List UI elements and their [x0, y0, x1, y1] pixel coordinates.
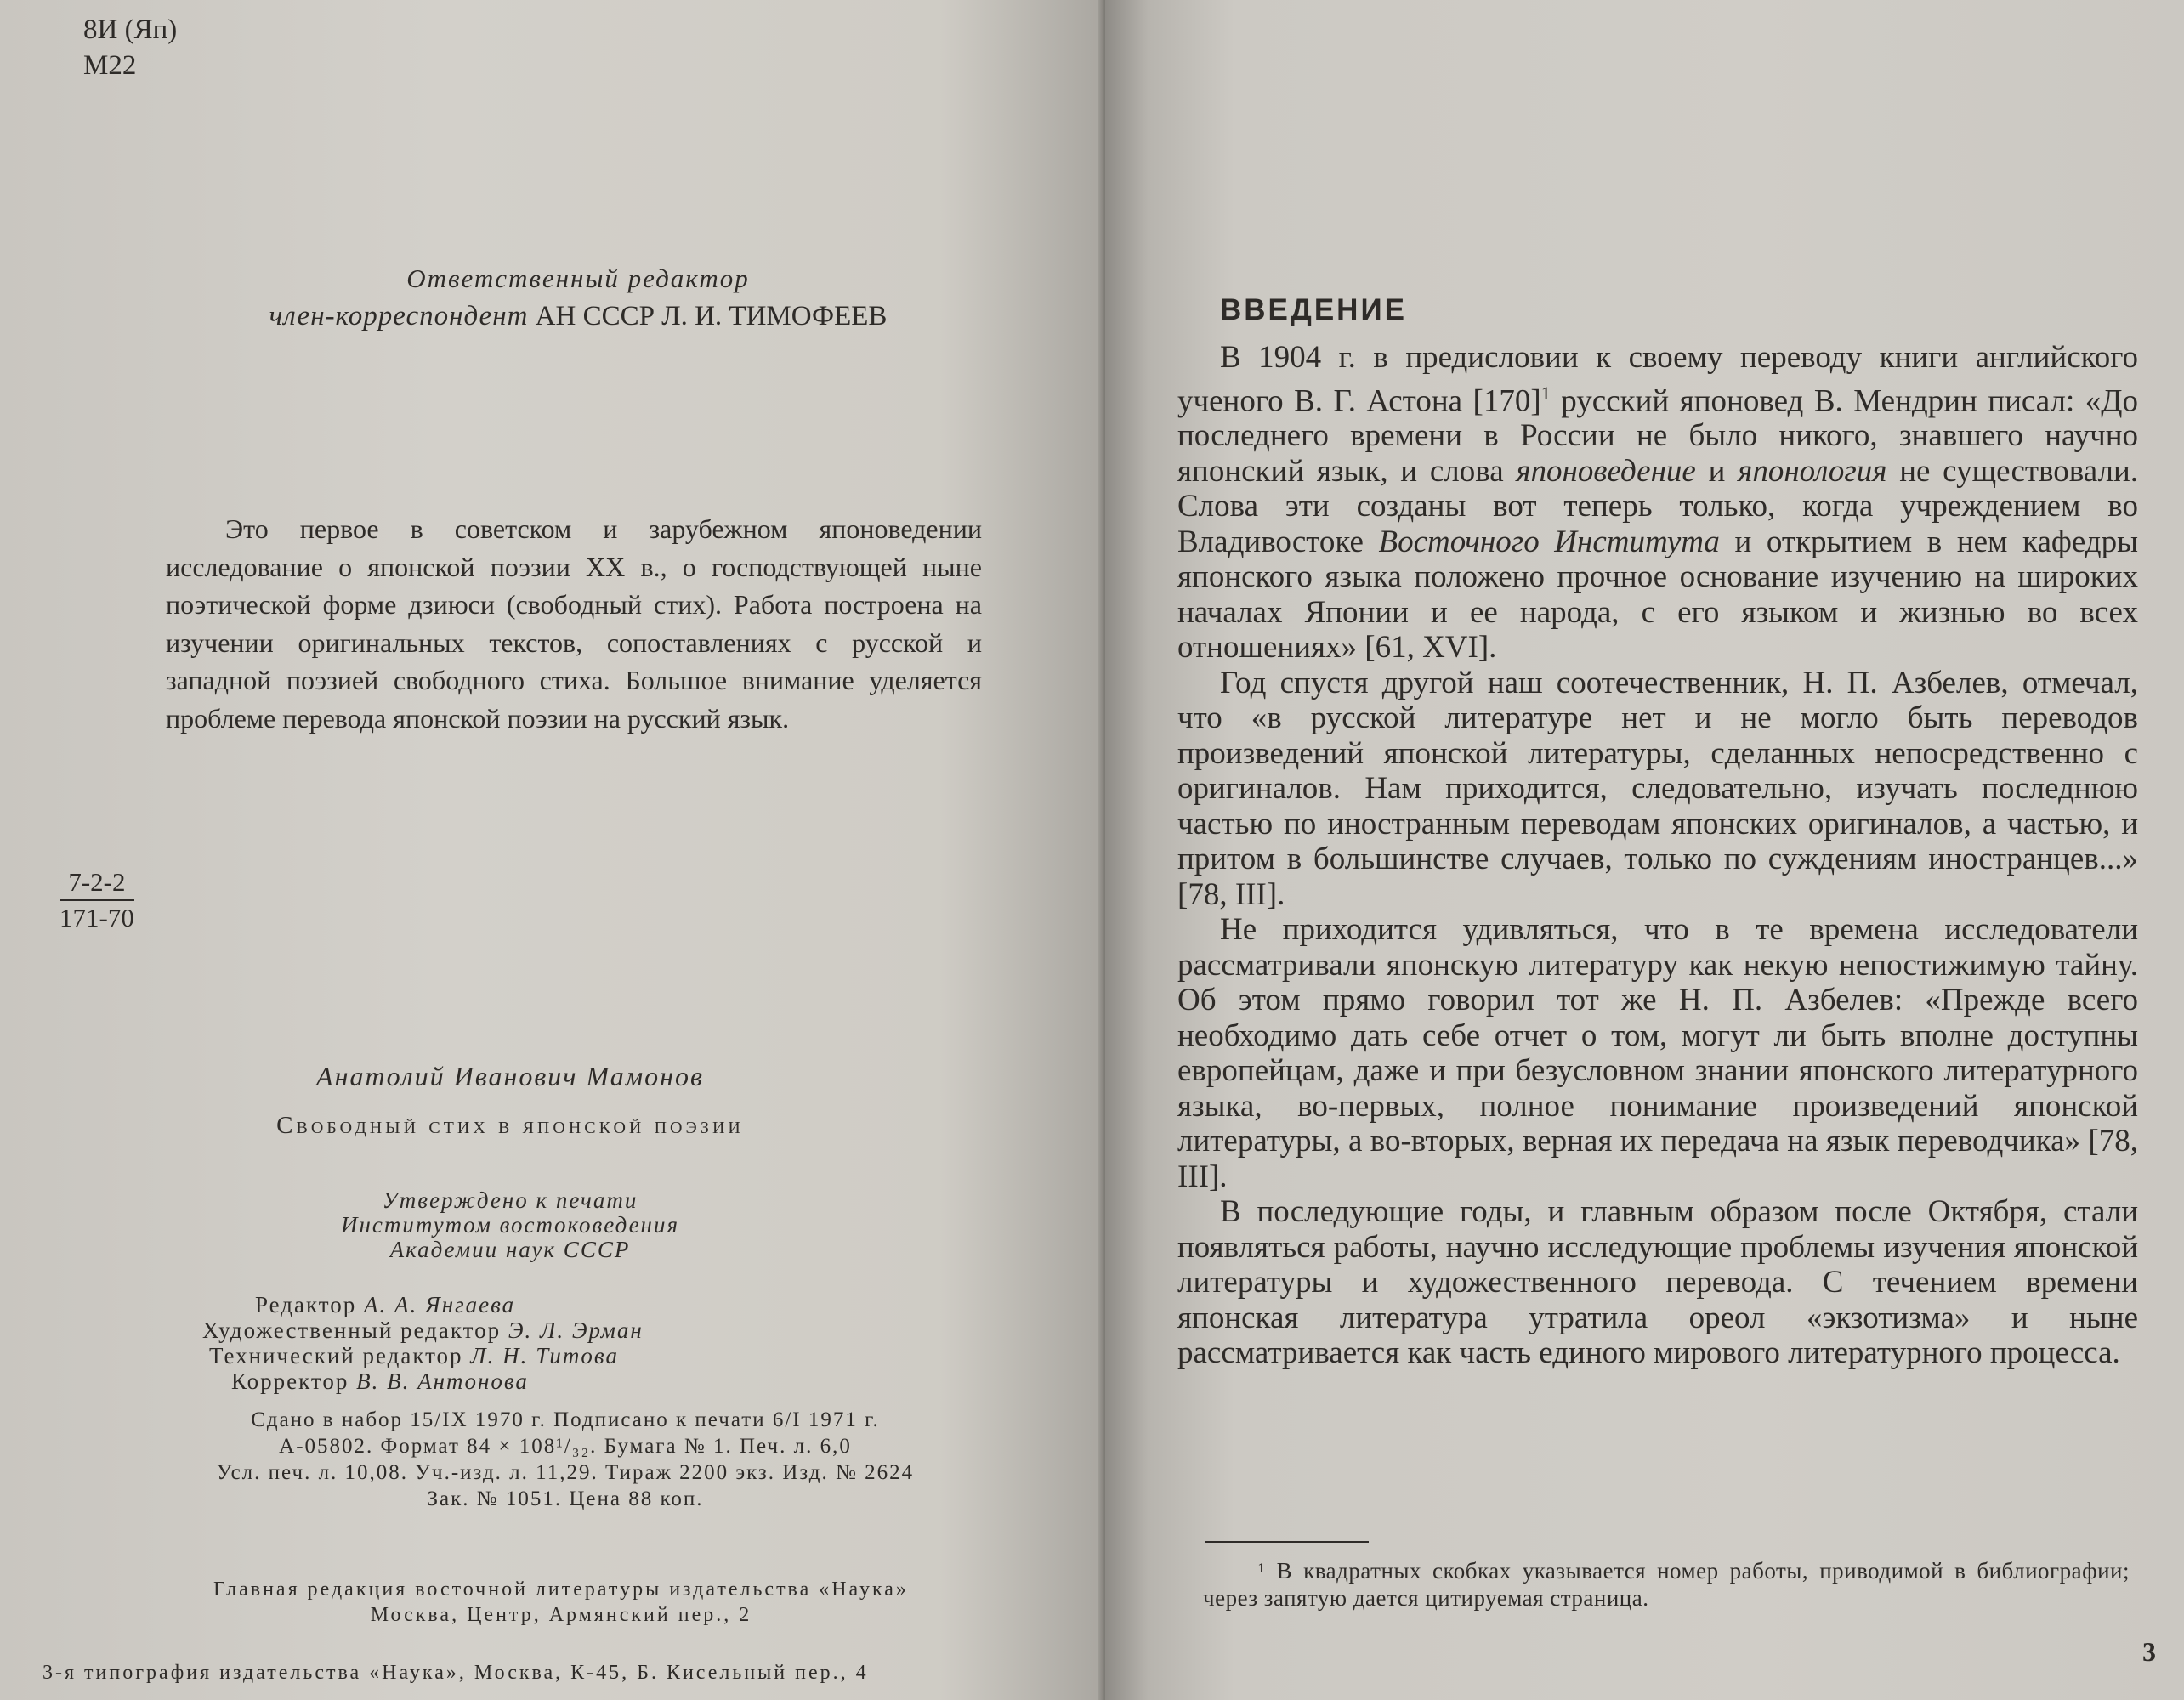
text-run: и — [1695, 453, 1739, 489]
italic-term: Восточного Института — [1378, 524, 1720, 559]
responsible-editor — [213, 264, 944, 332]
author-name: Анатолий Иванович Мамонов — [316, 1061, 704, 1091]
approval-line: Академии наук СССР — [389, 1237, 631, 1262]
body-text — [1177, 340, 2138, 1371]
library-code-line: 8И (Яп) — [83, 14, 178, 45]
staff-name: Э. Л. Эрман — [508, 1318, 644, 1343]
staff-name: В. В. Антонова — [356, 1368, 529, 1394]
imprint-line: Усл. печ. л. 10,08. Уч.-изд. л. 11,29. Тираж 2200 экз. Изд. № 2624 — [216, 1461, 915, 1484]
classification-denominator: 171-70 — [60, 903, 134, 932]
text-run: и открытием в нем кафедры японского языка положено прочное основание изучению на широких началах Японии и ее народа, с его языком и жизнью во всех отношениях» [61, XVI]. — [1177, 524, 2138, 666]
imprint-block — [128, 1407, 1003, 1512]
footnote-text: ¹ В квадратных скобках указывается номер работы, приводимой в библиографии; через запятую дается цитируемая страница. — [1203, 1558, 2130, 1611]
book-title: Свободный стих в японской поэзии — [276, 1112, 744, 1139]
text-run: не существовали. Слова эти созданы вот теперь только, когда учреждением во Владивостоке — [1177, 453, 2138, 559]
staff-role: Корректор — [231, 1368, 349, 1394]
imprint-line: А-05802. Формат 84 × 108¹/₃₂. Бумага № 1. Печ. л. 6,0 — [279, 1435, 852, 1458]
footnote — [1203, 1557, 2130, 1612]
publisher-block — [119, 1577, 1003, 1628]
responsible-editor-title: член-корреспондент — [269, 301, 529, 332]
staff-name: А. А. Янгаева — [363, 1292, 516, 1318]
page-number: 3 — [2142, 1636, 2156, 1667]
staff-row — [209, 1343, 850, 1368]
imprint-line: Сдано в набор 15/IX 1970 г. Подписано к печати 6/I 1971 г. — [251, 1408, 880, 1431]
italic-term: японоведение — [1516, 453, 1696, 489]
responsible-editor-name — [213, 301, 944, 332]
annotation-text: Это первое в советском и зарубежном японоведении исследование о японской поэзии XX в., о господствующей ныне поэтической форме дзиюси (свободный стих). Работа построена на изучении оригинальных текстов, сопоставлениях с русской и западной поэзией свободного стиха. Большое внимание уделяется проблеме перевода японской поэзии на русский язык. — [166, 513, 982, 734]
classification-numerator: 7-2-2 — [60, 867, 134, 901]
text-run: русский японовед В. Мендрин писал: «До последнего времени в России не было никого, знавшего научно японский язык, и слова — [1177, 382, 2138, 489]
publisher-line: Москва, Центр, Армянский пер., 2 — [370, 1604, 752, 1626]
library-code — [83, 12, 177, 83]
paragraph: Год спустя другой наш соотечественник, Н. П. Азбелев, отмечал, что «в русской литературе нет и не могло быть переводов произведений японской литературы, сделанных непосредственно с оригиналов. Нам приходится, следовательно, изучать последнюю частью по иностранным переводам японских оригиналов, а частью, и притом в большинстве случаев, только по суждениям иностранцев...» [78, III]. — [1177, 665, 2138, 912]
staff-role: Художественный редактор — [202, 1318, 502, 1343]
staff-role: Редактор — [255, 1292, 357, 1318]
footnote-rule — [1205, 1541, 1369, 1543]
staff-role: Технический редактор — [209, 1343, 463, 1368]
annotation — [166, 510, 982, 737]
paragraph: В последующие годы, и главным образом после Октября, стали появляться работы, научно исследующие проблемы изучения японской литературы и художественного перевода. С течением времени японская литература утратила ореол «экзотизма» и ныне рассматривается как часть единого мирового литературного процесса. — [1177, 1194, 2138, 1371]
classification-fraction — [60, 867, 134, 933]
printer-line: 3-я типография издательства «Наука», Москва, К-45, Б. Кисельный пер., 4 — [43, 1662, 869, 1684]
text-run: В 1904 г. в предисловии к своему переводу книги английского ученого В. Г. Астона [170] — [1177, 340, 2138, 418]
staff-name: Л. Н. Титова — [470, 1343, 619, 1368]
publisher-line: Главная редакция восточной литературы издательства «Наука» — [213, 1578, 909, 1601]
staff-list — [202, 1292, 850, 1394]
approval-note — [255, 1188, 765, 1262]
approval-line: Институтом востоковедения — [340, 1212, 680, 1238]
responsible-editor-person: АН СССР Л. И. ТИМОФЕЕВ — [535, 301, 888, 332]
responsible-editor-label: Ответственный редактор — [406, 264, 750, 293]
chapter-heading: ВВЕДЕНИЕ — [1220, 293, 1407, 326]
approval-line: Утверждено к печати — [382, 1187, 638, 1213]
paragraph: Не приходится удивляться, что в те времена исследователи рассматривали японскую литературу как некую непостижимую тайну. Об этом прямо говорил тот же Н. П. Азбелев: «Прежде всего необходимо дать себе отчет о том, могут ли быть вполне доступны европейцам, даже и при безусловном знании японского литературного языка, во-первых, полное понимание произведений японской литературы, а во-вторых, верная их передача на язык переводчика» [78, III]. — [1177, 912, 2138, 1194]
footnote-marker: 1 — [1540, 382, 1551, 404]
paragraph — [1177, 340, 2138, 666]
imprint-line: Зак. № 1051. Цена 88 коп. — [427, 1488, 704, 1510]
library-code-line: М22 — [83, 50, 137, 81]
staff-row — [202, 1318, 850, 1343]
staff-row — [255, 1292, 850, 1318]
staff-row — [231, 1368, 850, 1394]
italic-term: японология — [1738, 453, 1887, 489]
